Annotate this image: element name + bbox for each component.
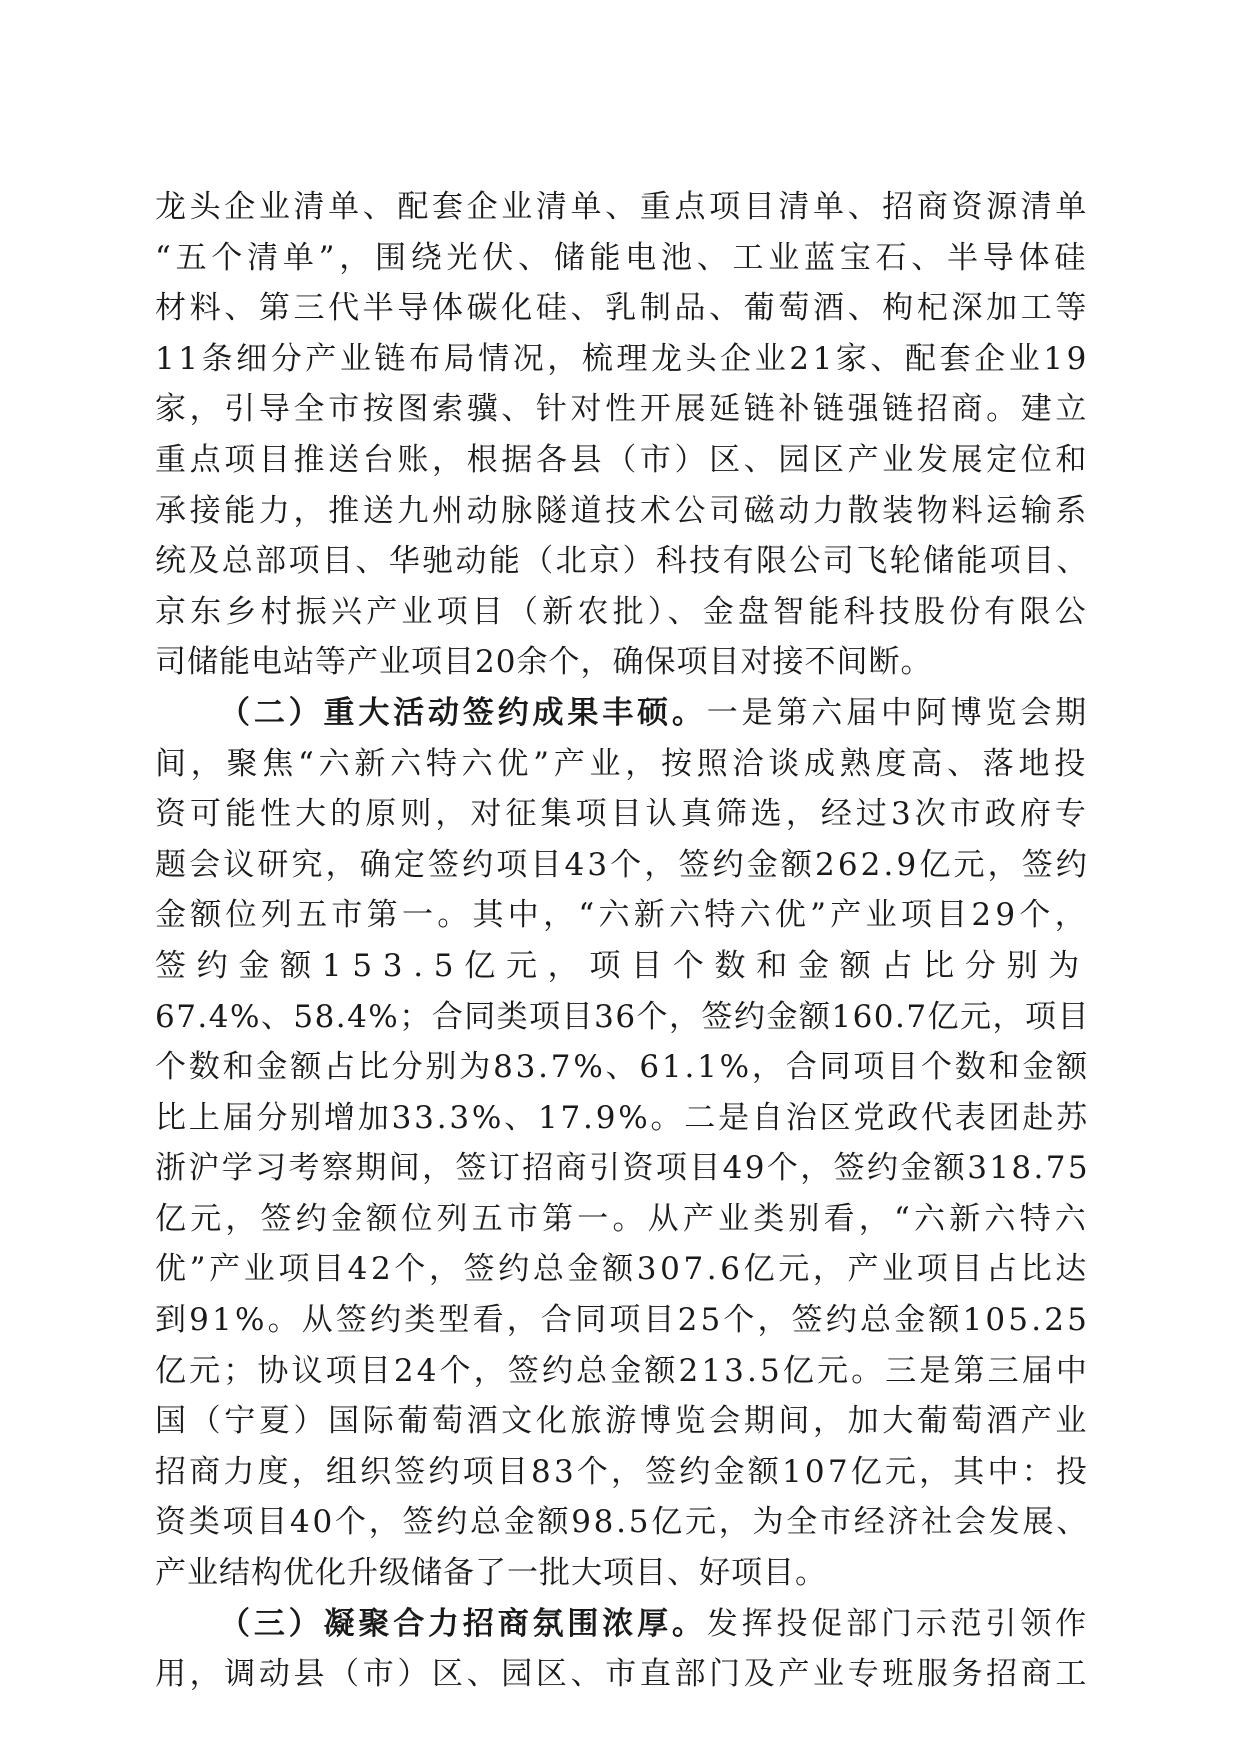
text-line xyxy=(155,941,1090,992)
text-line xyxy=(155,587,1090,638)
line-text: “五个清单”，围绕光伏、储能电池、工业蓝宝石、半导体硅 xyxy=(155,239,1090,276)
line-text: 国（宁夏）国际葡萄酒文化旅游博览会期间，加大葡萄酒产业 xyxy=(155,1403,1091,1440)
line-text: 发挥投促部门示范引领作 xyxy=(706,1605,1091,1642)
line-text: 产业结构优化升级储备了一批大项目、好项目。 xyxy=(155,1555,827,1592)
line-text: 一是第六届中阿博览会期 xyxy=(706,694,1091,731)
text-line xyxy=(155,486,1090,537)
text-line xyxy=(155,1143,1090,1194)
line-text: 司储能电站等产业项目20余个，确保项目对接不间断。 xyxy=(155,644,933,681)
line-text: 到91%。从签约类型看，合同项目25个，签约总金额105.25 xyxy=(155,1302,1091,1339)
text-line xyxy=(155,840,1090,891)
line-text: 龙头企业清单、配套企业清单、重点项目清单、招商资源清单 xyxy=(155,189,1091,225)
text-line xyxy=(155,1295,1090,1346)
line-text: 题会议研究，确定签约项目43个，签约金额262.9亿元，签约 xyxy=(155,846,1091,883)
text-line xyxy=(155,1346,1090,1397)
text-line xyxy=(155,334,1090,385)
text-line xyxy=(155,536,1090,587)
line-text: 招商力度，组织签约项目83个，签约金额107亿元，其中：投 xyxy=(155,1453,1091,1490)
line-text: 资类项目40个，签约总金额98.5亿元，为全市经济社会发展、 xyxy=(155,1504,1090,1541)
text-line xyxy=(155,1649,1090,1700)
line-text: 亿元，签约金额位列五市第一。从产业类别看，“六新六特六 xyxy=(155,1200,1090,1237)
line-text: 统及总部项目、华驰动能（北京）科技有限公司飞轮储能项目、 xyxy=(155,543,1090,580)
line-text: 11条细分产业链布局情况，梳理龙头企业21家、配套企业19 xyxy=(155,340,1090,377)
line-text: 浙沪学习考察期间，签订招商引资项目49个，签约金额318.75 xyxy=(155,1150,1091,1187)
text-line xyxy=(155,1599,1090,1650)
text-line xyxy=(155,1244,1090,1295)
text-line xyxy=(155,283,1090,334)
text-line xyxy=(155,1093,1090,1144)
line-text: 签约金额153.5亿元，项目个数和金额占比分别为 xyxy=(155,947,1091,984)
text-line xyxy=(155,1396,1090,1447)
line-text: 用，调动县（市）区、园区、市直部门及产业专班服务招商工 xyxy=(155,1656,1091,1693)
line-text: 67.4%、58.4%；合同类项目36个，签约金额160.7亿元，项目 xyxy=(155,998,1090,1035)
line-text: 京东乡村振兴产业项目（新农批）、金盘智能科技股份有限公 xyxy=(155,593,1090,630)
text-line xyxy=(155,789,1090,840)
text-line xyxy=(155,233,1090,284)
text-line xyxy=(155,384,1090,435)
line-text: 家，引导全市按图索骥、针对性开展延链补链强链招商。建立 xyxy=(155,391,1091,428)
text-line xyxy=(155,637,1090,688)
text-line xyxy=(155,1548,1090,1599)
line-text: 亿元；协议项目24个，签约总金额213.5亿元。三是第三届中 xyxy=(155,1352,1091,1389)
text-line xyxy=(155,1194,1090,1245)
text-line xyxy=(155,1497,1090,1548)
line-text: 材料、第三代半导体碳化硅、乳制品、葡萄酒、枸杞深加工等 xyxy=(155,290,1091,327)
line-text: 重点项目推送台账，根据各县（市）区、园区产业发展定位和 xyxy=(155,441,1091,478)
line-text: 间，聚焦“六新六特六优”产业，按照洽谈成熟度高、落地投 xyxy=(155,745,1090,782)
text-line xyxy=(155,890,1090,941)
line-text: 金额位列五市第一。其中，“六新六特六优”产业项目29个， xyxy=(155,897,1090,934)
text-line xyxy=(155,992,1090,1043)
text-line xyxy=(155,435,1090,486)
text-line xyxy=(155,739,1090,790)
text-line xyxy=(155,688,1090,739)
text-line xyxy=(155,182,1090,233)
line-text: 个数和金额占比分别为83.7%、61.1%，合同项目个数和金额 xyxy=(155,1049,1090,1086)
section-heading: （三）凝聚合力招商氛围浓厚。 xyxy=(219,1605,707,1642)
line-text: 资可能性大的原则，对征集项目认真筛选，经过3次市政府专 xyxy=(155,796,1090,833)
line-text: 优”产业项目42个，签约总金额307.6亿元，产业项目占比达 xyxy=(155,1251,1090,1288)
section-heading: （二）重大活动签约成果丰硕。 xyxy=(219,694,707,731)
line-text: 比上届分别增加33.3%、17.9%。二是自治区党政代表团赴苏 xyxy=(155,1099,1090,1136)
text-line xyxy=(155,1447,1090,1498)
body-text xyxy=(155,182,1090,1700)
text-line xyxy=(155,1042,1090,1093)
line-text: 承接能力，推送九州动脉隧道技术公司磁动力散装物料运输系 xyxy=(155,492,1091,529)
